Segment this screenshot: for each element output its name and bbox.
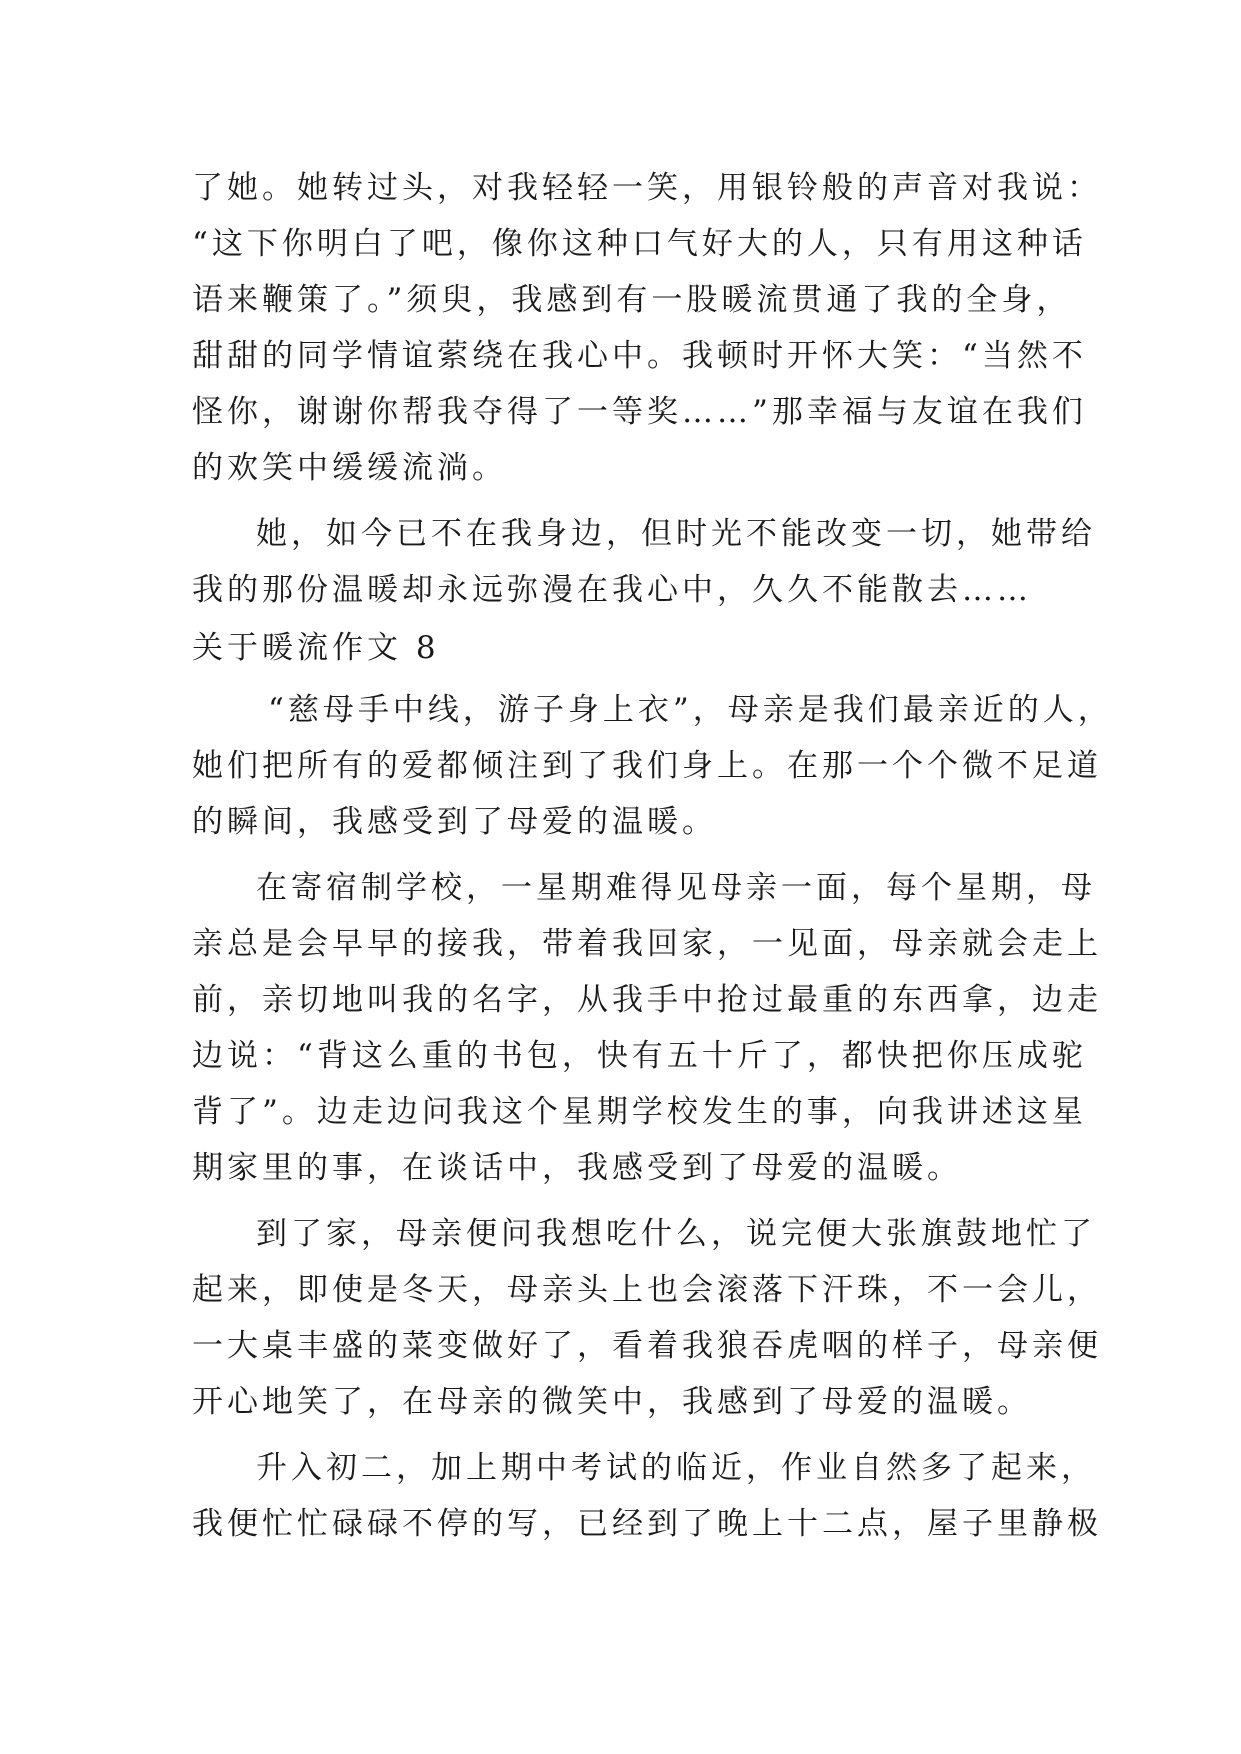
paragraph [192,860,1102,1196]
text-line: “这下你明白了吧，像你这种口气好大的人，只有用这种话 [192,226,1087,262]
text-line: 的欢笑中缓缓流淌。 [192,450,507,486]
text-line: 我的那份温暖却永远弥漫在我心中，久久不能散去…… [192,572,1032,608]
text-line: 升入初二，加上期中考试的临近，作业自然多了起来， [256,1450,1096,1486]
text-line: 背了”。边走边问我这个星期学校发生的事，向我讲述这星 [192,1094,1087,1130]
text-line: 前，亲切地叫我的名字，从我手中抢过最重的东西拿，边走 [192,982,1102,1018]
document-body [192,160,1113,1552]
text-line: 期家里的事，在谈话中，我感受到了母爱的温暖。 [192,1150,962,1186]
text-line: 起来，即使是冬天，母亲头上也会滚落下汗珠，不一会儿， [192,1272,1102,1308]
text-line: 到了家，母亲便问我想吃什么，说完便大张旗鼓地忙了 [256,1216,1096,1252]
text-line: 开心地笑了，在母亲的微笑中，我感到了母爱的温暖。 [192,1384,1032,1420]
paragraph [192,1206,1102,1430]
text-line: 她，如今已不在我身边，但时光不能改变一切，她带给 [256,516,1096,552]
text-line: 我便忙忙碌碌不停的写，已经到了晚上十二点，屋子里静极 [192,1506,1102,1542]
text-line: 甜甜的同学情谊萦绕在我心中。我顿时开怀大笑：“当然不 [192,338,1087,374]
text-line: 了她。她转过头，对我轻轻一笑，用银铃般的声音对我说： [192,170,1102,206]
paragraph [192,506,1096,618]
text-line: 的瞬间，我感受到了母爱的温暖。 [192,804,717,840]
text-line: “慈母手中线，游子身上衣”，母亲是我们最亲近的人， [268,692,1113,728]
text-line: 亲总是会早早的接我，带着我回家，一见面，母亲就会走上 [192,926,1102,962]
paragraph [192,1440,1102,1552]
section-heading: 关于暖流作文 8 [192,630,440,666]
text-line: 语来鞭策了。”须臾，我感到有一股暖流贯通了我的全身， [192,282,1072,318]
paragraph [192,682,1113,850]
text-line: 边说：“背这么重的书包，快有五十斤了，都快把你压成驼 [192,1038,1087,1074]
text-line: 在寄宿制学校，一星期难得见母亲一面，每个星期，母 [256,870,1096,906]
paragraph [192,160,1102,496]
text-line: 怪你，谢谢你帮我夺得了一等奖……”那幸福与友谊在我们 [192,394,1087,430]
text-line: 一大桌丰盛的菜变做好了，看着我狼吞虎咽的样子，母亲便 [192,1328,1102,1364]
text-line: 她们把所有的爱都倾注到了我们身上。在那一个个微不足道 [192,748,1102,784]
